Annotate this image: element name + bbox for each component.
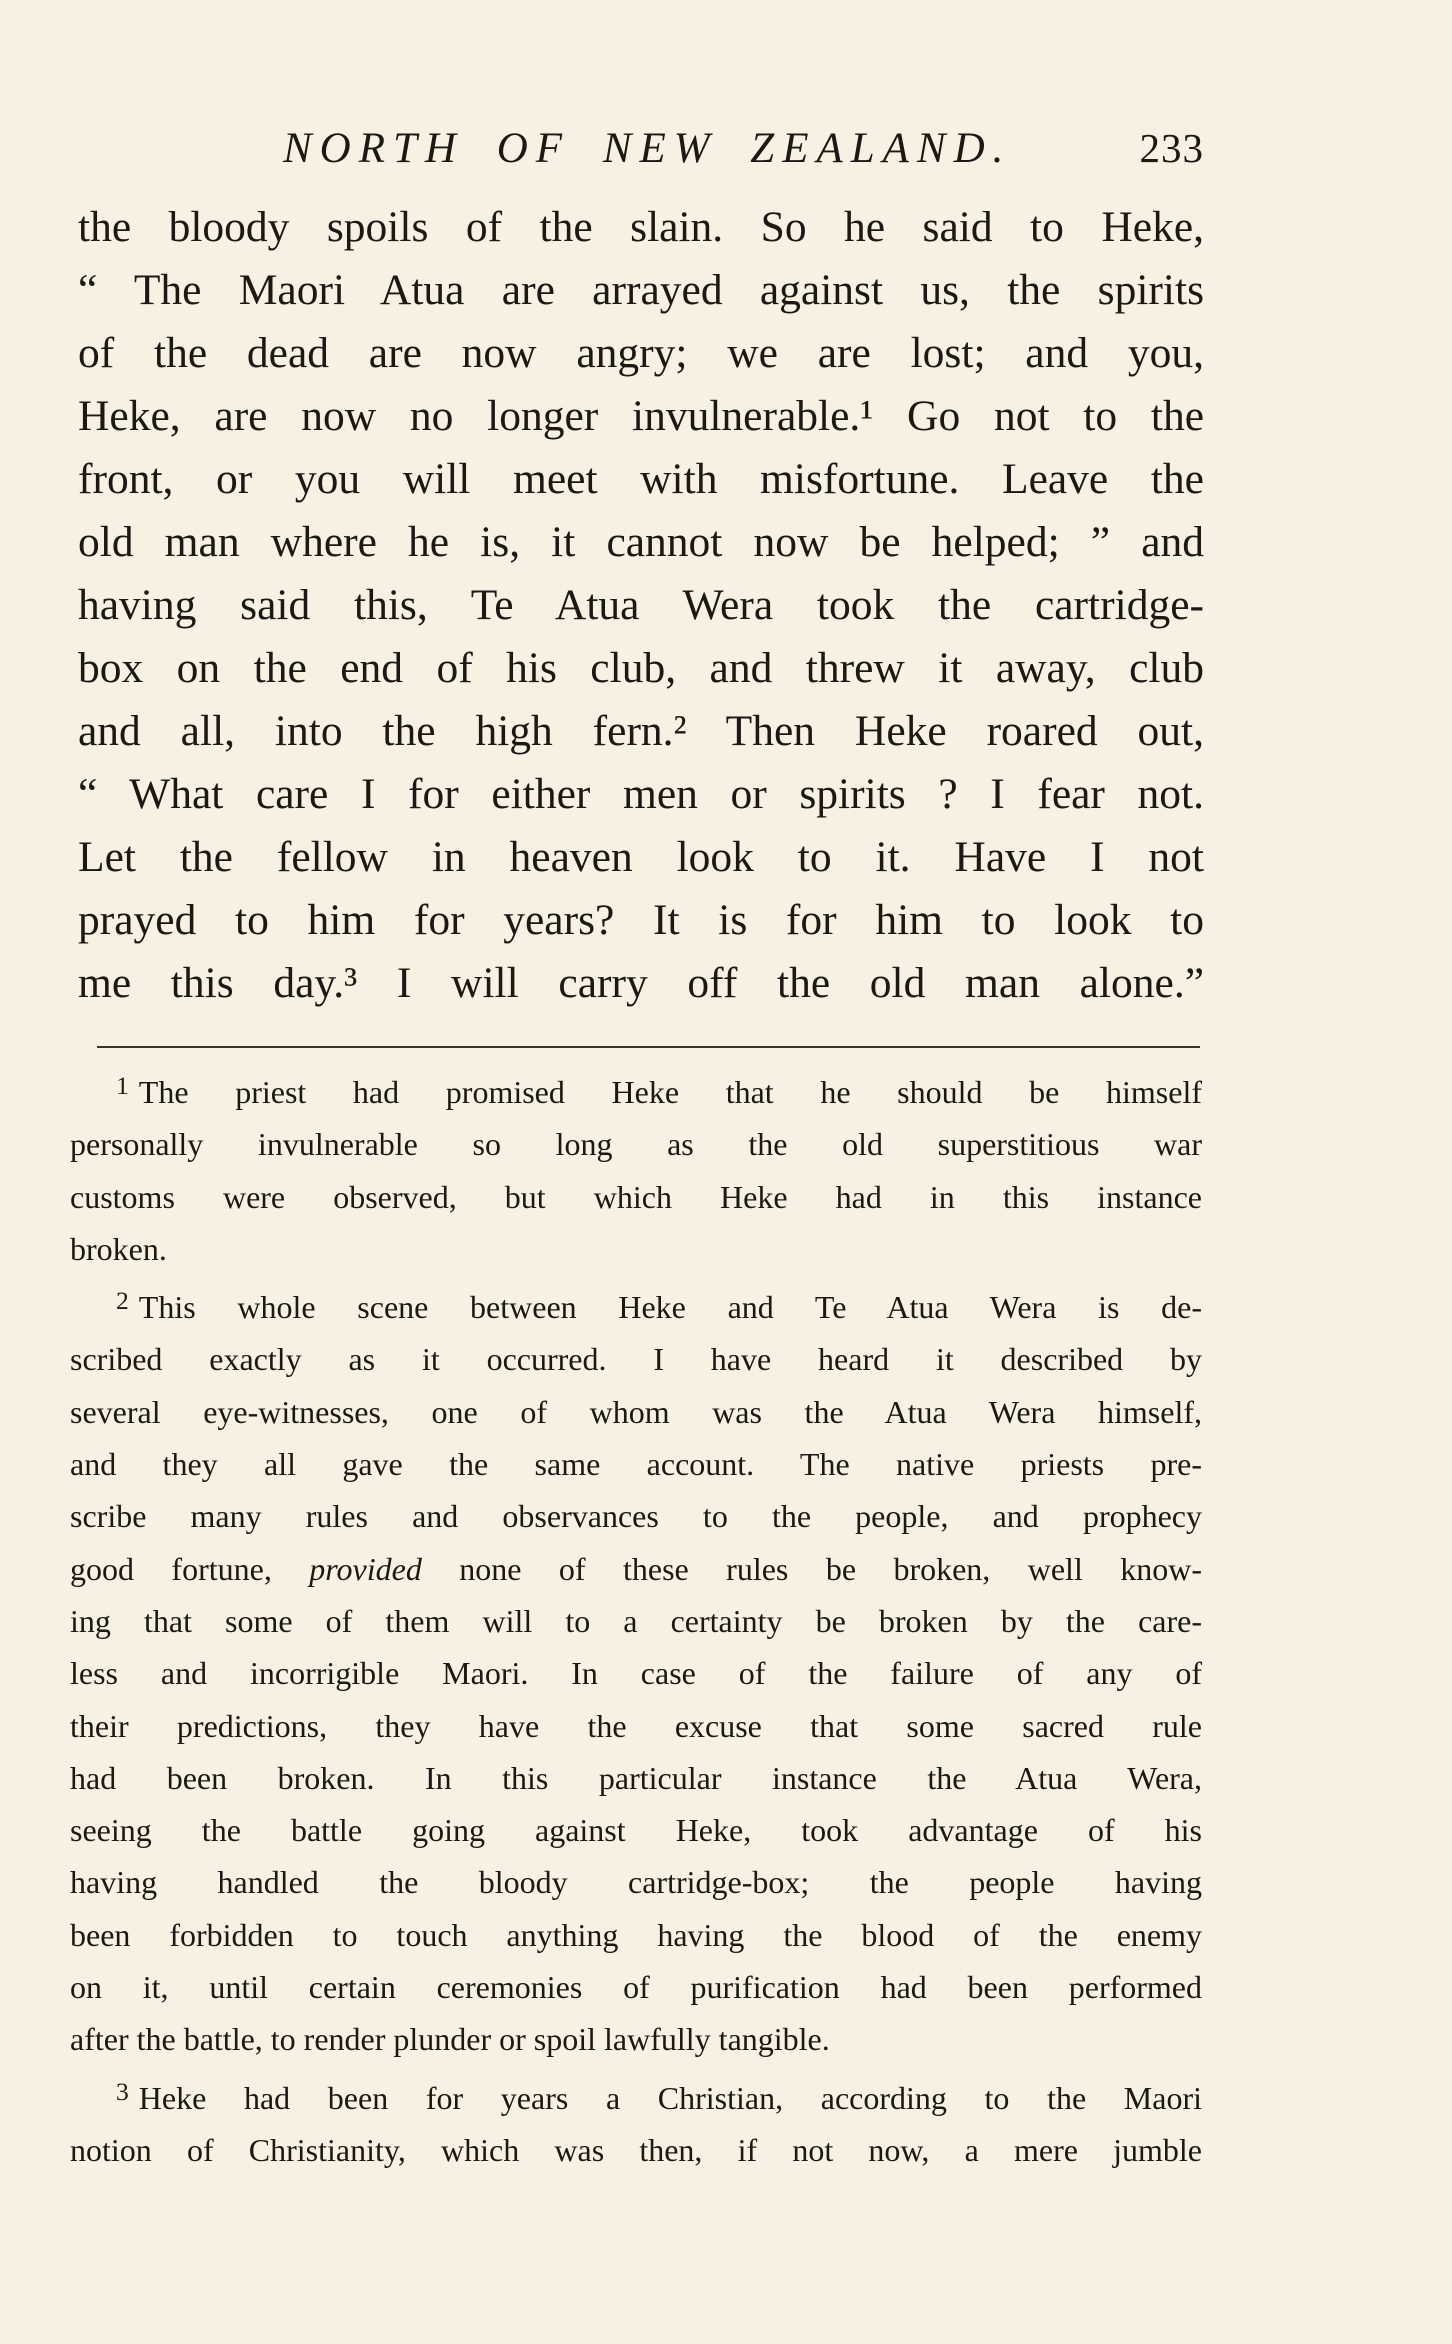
text-line: of the dead are now angry; we are lost; and you, (78, 329, 1204, 377)
footnotes (70, 1066, 1202, 2176)
footnote-2-line: several eye-witnesses, one of whom was the Atua Wera himself, (70, 1393, 1202, 1430)
text-line: box on the end of his club, and threw it away, club (78, 644, 1204, 692)
footnote-2-line: on it, until certain ceremonies of purification had been performed (70, 1969, 1202, 2006)
text-line: me this day.³ I will carry off the old man alone.” (78, 959, 1204, 1007)
footnote-2-line: less and incorrigible Maori. In case of the failure of any of (70, 1655, 1202, 1692)
footnote-marker: 1 (116, 1071, 129, 1101)
footnote-2-line (70, 1281, 1202, 1333)
footnote-2-line: their predictions, they have the excuse that some sacred rule (70, 1707, 1202, 1744)
footnote-text: The priest had promised Heke that he should be himself (138, 1074, 1202, 1110)
text-line: old man where he is, it cannot now be helped; ” and (78, 518, 1204, 566)
footnote-2-line: after the battle, to render plunder or spoil lawfully tangible. (70, 2021, 830, 2058)
footnote-separator-rule (97, 1046, 1200, 1048)
footnote-2-line: ing that some of them will to a certainty be broken by the care- (70, 1602, 1202, 1639)
page-number: 233 (1139, 125, 1204, 171)
text-line: front, or you will meet with misfortune. Leave the (78, 455, 1204, 503)
footnote-text: none of these rules be broken, well know- (459, 1550, 1203, 1587)
footnote-1-line (70, 1066, 1202, 1118)
footnote-marker: 2 (116, 1286, 129, 1316)
running-title: NORTH OF NEW ZEALAND. (283, 125, 1012, 172)
text-line: the bloody spoils of the slain. So he said to Heke, (78, 203, 1204, 251)
text-line: prayed to him for years? It is for him to look to (78, 896, 1204, 944)
footnote-2-line: having handled the bloody cartridge-box; the people having (70, 1864, 1202, 1901)
footnote-2-line: scribe many rules and observances to the people, and prophecy (70, 1498, 1202, 1535)
footnote-3-line: notion of Christianity, which was then, if not now, a mere jumble (70, 2131, 1202, 2168)
footnote-3-line (70, 2072, 1202, 2124)
footnote-2-line (70, 1543, 1202, 1595)
footnote-text: Heke had been for years a Christian, according to the Maori (138, 2079, 1202, 2116)
footnote-2-line: scribed exactly as it occurred. I have heard it described by (70, 1341, 1202, 1378)
footnote-2-line: been forbidden to touch anything having the blood of the enemy (70, 1916, 1202, 1953)
text-line: Let the fellow in heaven look to it. Have I not (78, 833, 1204, 881)
text-line: “ What care I for either men or spirits ? I fear not. (78, 770, 1204, 818)
footnote-2-line: seeing the battle going against Heke, took advantage of his (70, 1812, 1202, 1849)
footnote-marker: 3 (116, 2076, 129, 2106)
footnote-text: good fortune, (70, 1550, 272, 1587)
text-line: and all, into the high fern.² Then Heke roared out, (78, 707, 1204, 755)
footnote-1-line: broken. (70, 1230, 167, 1267)
footnote-2-line: and they all gave the same account. The native priests pre- (70, 1446, 1202, 1483)
italic-emphasis: provided (309, 1550, 422, 1587)
text-line: “ The Maori Atua are arrayed against us, the spirits (78, 266, 1204, 314)
footnote-1-line: customs were observed, but which Heke had in this instance (70, 1178, 1202, 1215)
text-line: Heke, are now no longer invulnerable.¹ Go not to the (78, 392, 1204, 440)
footnote-1-line: personally invulnerable so long as the old superstitious war (70, 1126, 1202, 1163)
footnote-text: This whole scene between Heke and Te Atua Wera is de- (138, 1289, 1202, 1326)
footnote-2-line: had been broken. In this particular instance the Atua Wera, (70, 1759, 1202, 1796)
main-text (78, 196, 1204, 1015)
page-header (78, 124, 1204, 174)
text-line: having said this, Te Atua Wera took the cartridge- (78, 581, 1204, 629)
